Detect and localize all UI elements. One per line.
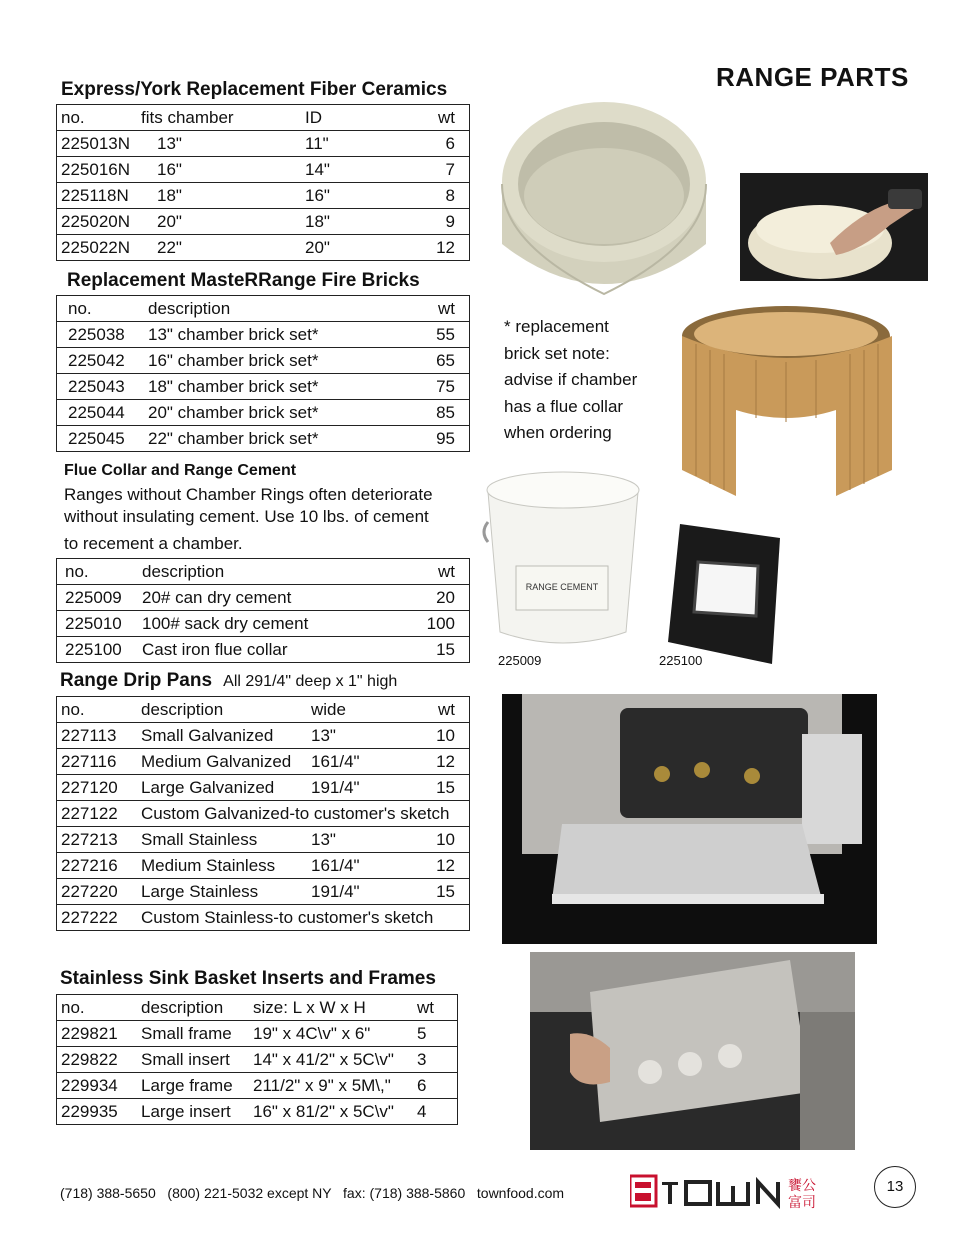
table-row (57, 400, 470, 426)
flue-collar-photo (668, 522, 784, 664)
cell: 225009 (57, 585, 139, 611)
cell: 16" x 81/2" x 5C\v" (249, 1099, 413, 1125)
col-header: wt (421, 697, 470, 723)
table-row (57, 183, 470, 209)
cell: Large Galvanized (137, 775, 307, 801)
cell: 7 (421, 157, 470, 183)
cell: 15 (421, 775, 470, 801)
table-row (57, 1047, 458, 1073)
brick-note (504, 314, 637, 447)
cell: 75 (411, 374, 470, 400)
cell: 225016N (57, 157, 138, 183)
table-row (57, 1073, 458, 1099)
cell: 161/4" (307, 853, 421, 879)
cell: 19" x 4C\v" x 6" (249, 1021, 413, 1047)
col-header: fits chamber (137, 105, 301, 131)
cell: 100# sack dry cement (138, 611, 411, 637)
cell: 225044 (57, 400, 145, 426)
cell: 10 (421, 723, 470, 749)
town-logo-icon (630, 1172, 852, 1210)
cell: 229821 (57, 1021, 138, 1047)
drip-table (56, 696, 470, 931)
flue-table (56, 558, 470, 663)
cell: 211/2" x 9" x 5M\," (249, 1073, 413, 1099)
table-row (57, 157, 470, 183)
cell: 12 (421, 235, 470, 261)
table-row (57, 749, 470, 775)
drip-heading-wrap (60, 670, 397, 693)
cell: Medium Galvanized (137, 749, 307, 775)
cell: 20 (411, 585, 470, 611)
col-header: no. (57, 697, 138, 723)
ceramic-install-photo (740, 173, 928, 281)
town-logo (630, 1172, 852, 1210)
cell: 225100 (57, 637, 139, 663)
col-header: wt (411, 559, 470, 585)
table-row (57, 611, 470, 637)
table-row (57, 905, 470, 931)
table-row (57, 1099, 458, 1125)
col-header: wide (307, 697, 421, 723)
cell: 85 (411, 400, 470, 426)
cell: 227216 (57, 853, 138, 879)
drip-heading: Range Drip Pans (60, 670, 213, 691)
flue-text-line: without insulating cement. Use 10 lbs. of cement (64, 507, 429, 526)
cell: 22" chamber brick set* (144, 426, 411, 452)
cell: 20" (301, 235, 421, 261)
col-header: no. (57, 296, 145, 322)
cell: Custom Galvanized-to customer's sketch (137, 801, 470, 827)
cell: 13" (307, 827, 421, 853)
cell: 13" chamber brick set* (144, 322, 411, 348)
cell: 225043 (57, 374, 145, 400)
cell: Cast iron flue collar (138, 637, 411, 663)
footer-contact: (718) 388-5650 (800) 221-5032 except NY fax: (718) 388-5860 townfood.com (60, 1185, 565, 1201)
col-header: description (137, 697, 307, 723)
cell: 100 (411, 611, 470, 637)
col-header: wt (413, 995, 458, 1021)
table-row (57, 322, 470, 348)
sink-basket-photo (530, 952, 855, 1150)
cell: 8 (421, 183, 470, 209)
cell: 95 (411, 426, 470, 452)
flue-heading: Flue Collar and Range Cement (64, 462, 297, 479)
cell: 18" (137, 183, 301, 209)
cell: 20" chamber brick set* (144, 400, 411, 426)
col-header: no. (57, 105, 138, 131)
cell: 191/4" (307, 879, 421, 905)
cell: 225022N (57, 235, 138, 261)
cell: 18" chamber brick set* (144, 374, 411, 400)
cell: Large frame (137, 1073, 249, 1099)
cell: 16" (137, 157, 301, 183)
cell: 5 (413, 1021, 458, 1047)
col-header: wt (411, 296, 470, 322)
col-header: size: L x W x H (249, 995, 413, 1021)
cell: 11" (301, 131, 421, 157)
cell: 225042 (57, 348, 145, 374)
table-header-row (57, 559, 470, 585)
cell: 225010 (57, 611, 139, 637)
cell: 229935 (57, 1099, 138, 1125)
drip-pan-photo (502, 694, 877, 944)
bucket-label: RANGE CEMENT (525, 582, 599, 592)
fire-brick-set-photo (676, 300, 898, 506)
flue-text-line: Ranges without Chamber Rings often deteriorate (64, 485, 433, 504)
cell: 14" x 41/2" x 5C\v" (249, 1047, 413, 1073)
cell: 9 (421, 209, 470, 235)
flue-text-line: to recement a chamber. (64, 534, 243, 553)
col-header: description (144, 296, 411, 322)
page-number-badge (874, 1166, 916, 1208)
table-row (57, 1021, 458, 1047)
cell: 12 (421, 749, 470, 775)
cell: 227222 (57, 905, 138, 931)
cell: Custom Stainless-to customer's sketch (137, 905, 470, 931)
cell: 225020N (57, 209, 138, 235)
table-row (57, 426, 470, 452)
page-title: RANGE PARTS (716, 62, 909, 92)
note-line: has a flue collar (504, 396, 624, 416)
bricks-heading: Replacement MasteRRange Fire Bricks (67, 270, 420, 291)
sink-table (56, 994, 458, 1125)
svg-text:富司: 富司 (788, 1195, 816, 1210)
cell: 229822 (57, 1047, 138, 1073)
table-header-row (57, 105, 470, 131)
cell: 227213 (57, 827, 138, 853)
table-row (57, 348, 470, 374)
note-line: * replacement (504, 317, 609, 336)
cell: 12 (421, 853, 470, 879)
table-header-row (57, 697, 470, 723)
cell: 15 (411, 637, 470, 663)
cell: Small insert (137, 1047, 249, 1073)
cell: 227220 (57, 879, 138, 905)
col-header: no. (57, 559, 139, 585)
cell: 20" (137, 209, 301, 235)
flue-text (64, 484, 433, 555)
cell: 65 (411, 348, 470, 374)
sink-heading: Stainless Sink Basket Inserts and Frames (60, 968, 436, 989)
table-row (57, 374, 470, 400)
cell: Small frame (137, 1021, 249, 1047)
cell: 15 (421, 879, 470, 905)
fiber-heading: Express/York Replacement Fiber Ceramics (61, 79, 448, 100)
cell: Medium Stainless (137, 853, 307, 879)
cell: 161/4" (307, 749, 421, 775)
note-line: advise if chamber (504, 370, 638, 389)
table-row (57, 131, 470, 157)
cell: 225013N (57, 131, 138, 157)
note-line: when ordering (504, 423, 612, 442)
cell: 6 (413, 1073, 458, 1099)
cell: 16" chamber brick set* (144, 348, 411, 374)
page-number: 13 (886, 1178, 904, 1195)
cell: 14" (301, 157, 421, 183)
table-row (57, 801, 470, 827)
cell: 225038 (57, 322, 145, 348)
cell: 55 (411, 322, 470, 348)
cell: 16" (301, 183, 421, 209)
cell: 22" (137, 235, 301, 261)
col-header: description (138, 559, 411, 585)
drip-subheading: All 291/4" deep x 1" high (223, 673, 398, 690)
cell: 4 (413, 1099, 458, 1125)
cell: 227122 (57, 801, 138, 827)
cement-bucket-photo (478, 462, 648, 652)
cell: Small Stainless (137, 827, 307, 853)
svg-text:饔公: 饔公 (788, 1178, 816, 1194)
cell: Large insert (137, 1099, 249, 1125)
cell: Large Stainless (137, 879, 307, 905)
cell: 191/4" (307, 775, 421, 801)
table-row (57, 209, 470, 235)
col-header: wt (421, 105, 470, 131)
table-row (57, 775, 470, 801)
caption-225009: 225009 (498, 653, 542, 668)
cell: 225045 (57, 426, 145, 452)
cell: 227113 (57, 723, 138, 749)
cell: 225118N (57, 183, 138, 209)
fiber-table (56, 104, 470, 261)
caption-225100: 225100 (659, 653, 703, 668)
table-header-row (57, 296, 470, 322)
table-row (57, 723, 470, 749)
col-header: description (137, 995, 249, 1021)
col-header: ID (301, 105, 421, 131)
cell: 227116 (57, 749, 138, 775)
col-header: no. (57, 995, 138, 1021)
cell: Small Galvanized (137, 723, 307, 749)
table-row (57, 235, 470, 261)
table-header-row (57, 995, 458, 1021)
cell: 13" (137, 131, 301, 157)
bricks-table (56, 295, 470, 452)
cell: 229934 (57, 1073, 138, 1099)
cell: 20# can dry cement (138, 585, 411, 611)
fiber-ceramic-ring-photo (496, 94, 712, 306)
cell: 13" (307, 723, 421, 749)
table-row (57, 827, 470, 853)
cell: 3 (413, 1047, 458, 1073)
note-line: brick set note: (504, 343, 610, 363)
table-row (57, 879, 470, 905)
table-row (57, 585, 470, 611)
cell: 18" (301, 209, 421, 235)
table-row (57, 637, 470, 663)
cell: 10 (421, 827, 470, 853)
cell: 227120 (57, 775, 138, 801)
table-row (57, 853, 470, 879)
cell: 6 (421, 131, 470, 157)
